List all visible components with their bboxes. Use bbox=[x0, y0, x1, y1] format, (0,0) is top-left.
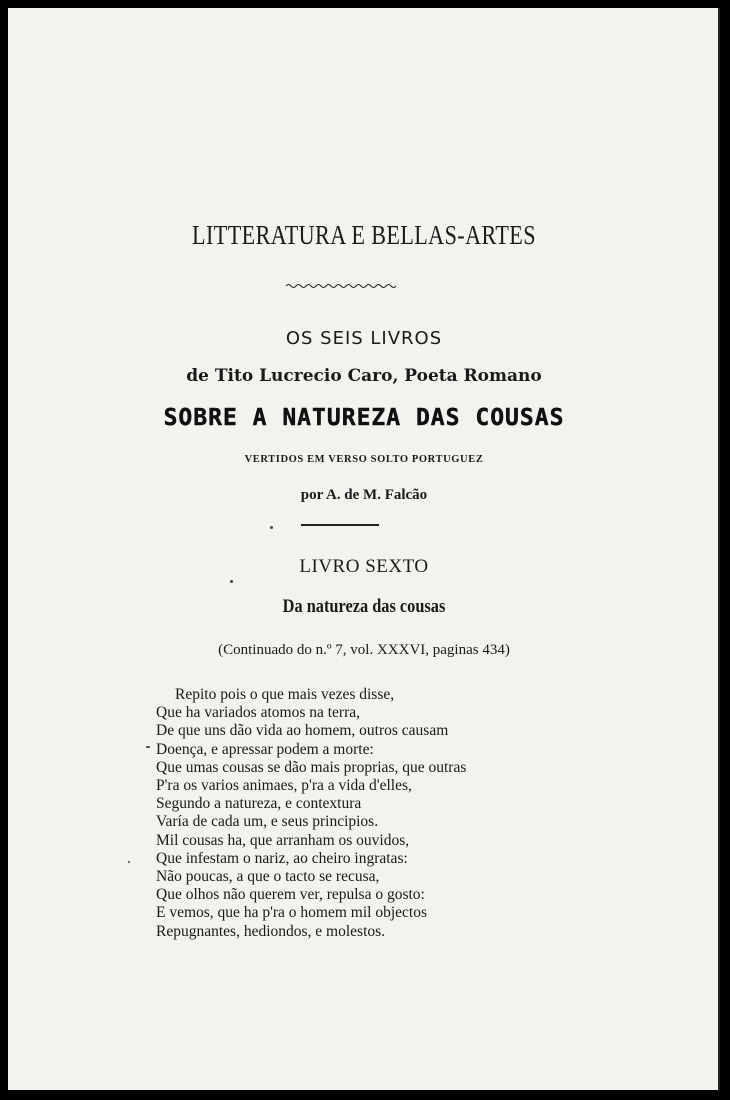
verse-line: Que umas cousas se dão mais proprias, que outras bbox=[156, 758, 467, 776]
translation-note: VERTIDOS EM VERSO SOLTO PORTUGUEZ bbox=[244, 454, 484, 465]
translator-credit: por A. de M. Falcão bbox=[300, 487, 428, 503]
verse-line: Que ha variados atomos na terra, bbox=[156, 704, 361, 722]
continuation-note: (Continuado do n.º 7, vol. XXXVI, paginas 434) bbox=[218, 642, 510, 658]
verse-line: Varía de cada um, e seus principios. bbox=[156, 813, 379, 831]
horizontal-rule bbox=[301, 524, 379, 526]
book-title: LIVRO SEXTO bbox=[299, 556, 429, 577]
book-subtitle: Da natureza das cousas bbox=[282, 596, 446, 617]
verse-line: Que infestam o nariz, ao cheiro ingratas: bbox=[156, 849, 408, 867]
print-speck bbox=[128, 861, 130, 863]
verse-line: Repugnantes, hediondos, e molestos. bbox=[156, 922, 386, 940]
work-heading: OS SEIS LIVROS bbox=[285, 328, 443, 349]
print-speck bbox=[230, 580, 233, 583]
verse-line: Não poucas, a que o tacto se recusa, bbox=[156, 868, 380, 886]
verse-line: P'ra os varios animaes, p'ra a vida d'elles, bbox=[156, 777, 412, 795]
author-line: de Tito Lucrecio Caro, Poeta Romano bbox=[186, 366, 542, 386]
verse-line: Que olhos não querem ver, repulsa o gosto: bbox=[156, 886, 425, 904]
work-title: SOBRE A NATUREZA DAS COUSAS bbox=[163, 405, 565, 431]
verse-line: E vemos, que ha p'ra o homem mil objectos bbox=[156, 904, 427, 922]
verse-line: Repito pois o que mais vezes disse, bbox=[175, 686, 395, 703]
print-speck bbox=[146, 746, 150, 748]
print-speck bbox=[270, 526, 273, 529]
verse-line: Doença, e apressar podem a morte: bbox=[156, 740, 374, 758]
section-title: LITTERATURA E BELLAS-ARTES bbox=[192, 220, 536, 250]
wavy-divider bbox=[286, 282, 396, 290]
verse-line: Segundo a natureza, e contextura bbox=[156, 795, 362, 813]
verse-line: De que uns dão vida ao homem, outros causam bbox=[156, 722, 449, 740]
verse-block bbox=[156, 686, 556, 941]
document-page bbox=[8, 8, 720, 1090]
verse-line: Mil cousas ha, que arranham os ouvidos, bbox=[156, 831, 410, 849]
